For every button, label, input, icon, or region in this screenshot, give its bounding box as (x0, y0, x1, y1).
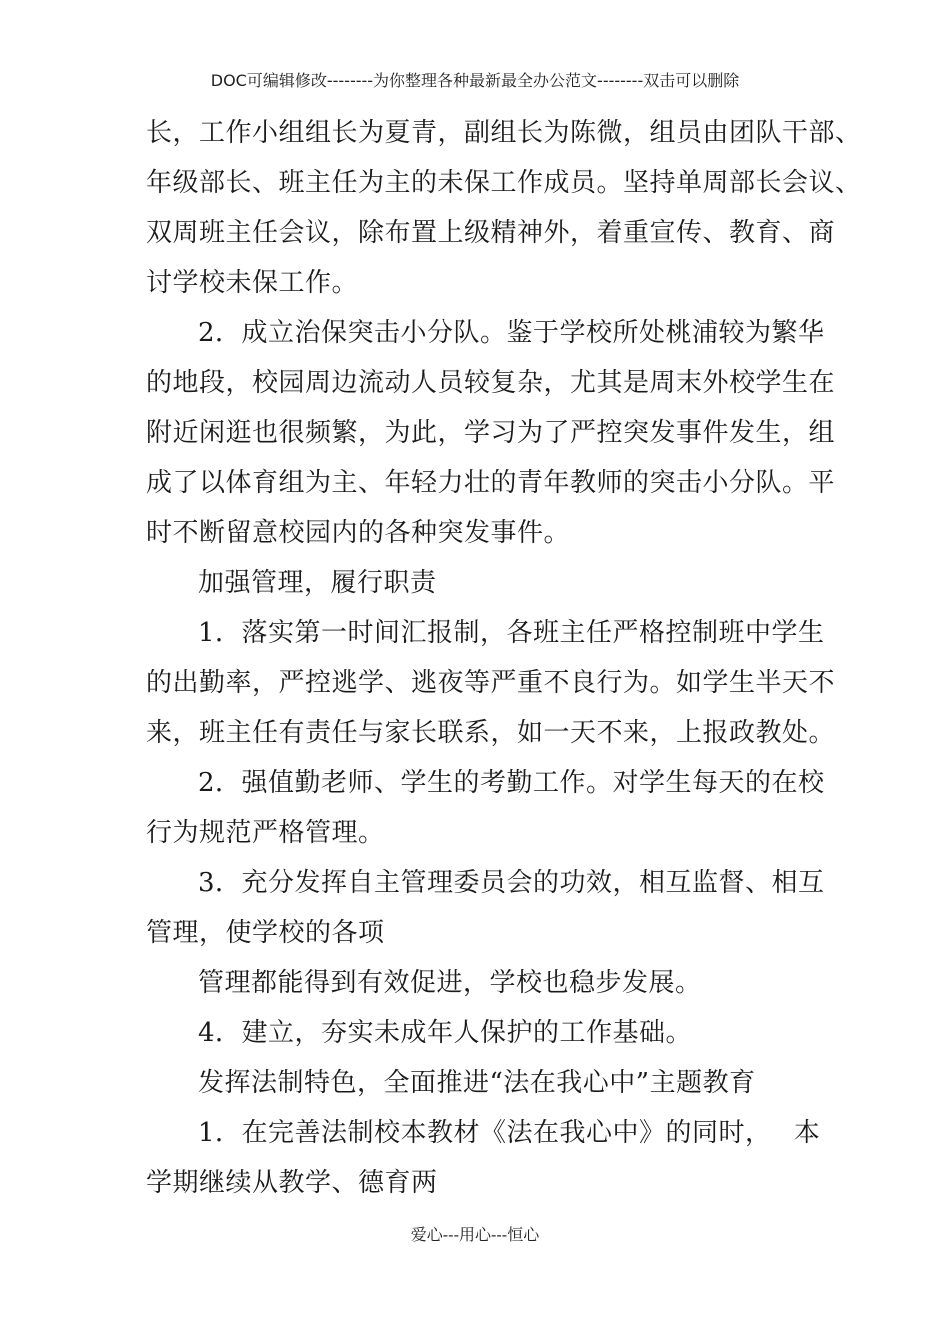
text-line: 3．充分发挥自主管理委员会的功效，相互监督、相互 (198, 868, 825, 898)
text-line: 发挥法制特色，全面推进“法在我心中”主题教育 (198, 1068, 756, 1098)
text-line: 4．建立，夯实未成年人保护的工作基础。 (198, 1018, 693, 1048)
page-header: DOC可编辑修改--------为你整理各种最新最全办公范文--------双击可以删除 (210, 71, 740, 90)
text-line: 附近闲逛也很频繁，为此，学习为了严控突发事件发生，组 (146, 418, 836, 448)
text-line: 1．在完善法制校本教材《法在我心中》的同时， 本 (198, 1118, 821, 1148)
page-footer: 爱心---用心---恒心 (410, 1225, 540, 1244)
text-line: 行为规范严格管理。 (146, 818, 385, 848)
text-line: 时不断留意校园内的各种突发事件。 (146, 518, 571, 548)
text-line: 1．落实第一时间汇报制，各班主任严格控制班中学生 (198, 618, 825, 648)
text-line: 的出勤率，严控逃学、逃夜等严重不良行为。如学生半天不 (146, 668, 836, 698)
document-body (146, 108, 862, 1208)
text-line: 2．成立治保突击小分队。鉴于学校所处桃浦较为繁华 (198, 318, 825, 348)
text-line: 学期继续从教学、德育两 (146, 1168, 438, 1198)
text-line: 加强管理，履行职责 (198, 568, 437, 598)
text-line: 年级部长、班主任为主的未保工作成员。坚持单周部长会议、 (146, 168, 862, 198)
text-line: 成了以体育组为主、年轻力壮的青年教师的突击小分队。平 (146, 468, 836, 498)
text-line: 的地段，校园周边流动人员较复杂，尤其是周末外校学生在 (146, 368, 836, 398)
text-line: 双周班主任会议，除布置上级精神外，着重宣传、教育、商 (146, 218, 836, 248)
text-line: 管理都能得到有效促进，学校也稳步发展。 (198, 968, 702, 998)
text-line: 2．强值勤老师、学生的考勤工作。对学生每天的在校 (198, 768, 825, 798)
text-line: 来，班主任有责任与家长联系，如一天不来，上报政教处。 (146, 718, 836, 748)
text-line: 管理，使学校的各项 (146, 918, 385, 948)
text-line: 长，工作小组组长为夏青，副组长为陈微，组员由团队干部、 (146, 118, 862, 148)
text-line: 讨学校未保工作。 (146, 268, 359, 298)
